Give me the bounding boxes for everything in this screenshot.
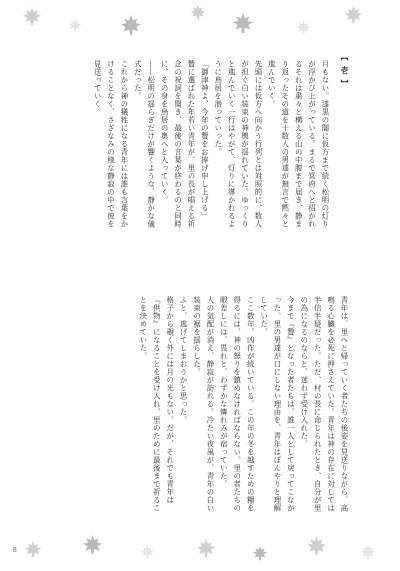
paragraph: 月もない。漆黒の闇に仮方まで続く松明の灯りが浮かび上がっている。まるで冥府へと招かれるそれは粛々と構える山の中腹まで届き、静まり返ったその道を十数人の男達が無言で黙々と進んでいく。: [267, 60, 330, 228]
paragraph: ここ数年、凶作が続いている。この年の冬を越すための糧を得るには、神の怒りを鎮めなければならない。里の者たちの眼差しには、畏れと、わずかな憐れみが宿っていた。: [219, 296, 256, 512]
maple-leaf-icon: [252, 545, 268, 561]
maple-leaf-icon: [140, 544, 155, 559]
bottom-text-block: [31, 296, 351, 514]
paragraph: 贄に選ばれた年若い青年が、里の長が唱える祈念の祝詞を聞き、最後の言葉が終わるのと同時に、その身を鳥居の奥へと入っていく。: [160, 60, 196, 228]
chapter-title: 【 壱 】: [340, 53, 349, 89]
maple-leaf-icon: [82, 534, 103, 555]
paragraph: 「御津神よ、今年の贄をお捧げ申し上げる」: [200, 60, 210, 220]
paragraph: 人の気配が消え、静寂が訪れる。冷たい夜風が、青年の白い装束の裾を揺らした。: [192, 296, 215, 512]
maple-leaf-icon: [68, 18, 82, 32]
maple-leaf-icon: [344, 5, 363, 24]
maple-leaf-icon: [22, 6, 42, 26]
paragraph: 先頭には仮方へ向かう行列とは対照的に、数人が担ぐ白い装束の神輿が揺れていた。ゆっくりと進んでいく一行はやがて、灯りに導かれるように鳥居を潜っていった。: [213, 60, 263, 228]
maple-leaf-icon: [196, 538, 216, 558]
paragraph: 青年は、里へと帰っていく者たちの後姿を見送りながら、高鳴る心臓を必死に押さえていた。青年は神の存在に対しては半信半疑だった。ただ、村の長に命じられたとき、自分が里の為になるのならと、迷わず受け入れた。: [299, 296, 349, 512]
maple-leaf-icon: [296, 20, 311, 35]
maple-leaf-icon: [190, 4, 206, 20]
maple-leaf-icon: [120, 14, 142, 36]
top-text-block: [12, 60, 332, 232]
maple-leaf-icon: [360, 544, 376, 560]
paragraph: ――松明の揺らぎだけが響くような、静かな儀式だった。: [133, 60, 156, 228]
paragraph: ふと、逃げてしまおうかと思った。: [179, 296, 189, 424]
paragraph: 格子から覗く外には月の光もない。だが、それでも青年は『供物』になることを受け入れ、里のために最後まで祈ることを決めていた。: [138, 296, 175, 512]
maple-leaf-icon: [24, 540, 42, 558]
page-number: 8: [13, 547, 17, 554]
paragraph: これから神の犠牲になる青年には誰も言葉をかけることなく、さざなみの様な静寂の中で彼を見送っていく。: [93, 60, 129, 228]
maple-leaf-icon: [306, 535, 327, 556]
maple-leaf-icon: [232, 12, 254, 34]
paragraph: 今まで『贄』となった者たちは、誰一人として戻ってこなかった。里の男達が口にしない理由を、青年はぼんやりと理解していた。: [259, 296, 296, 512]
